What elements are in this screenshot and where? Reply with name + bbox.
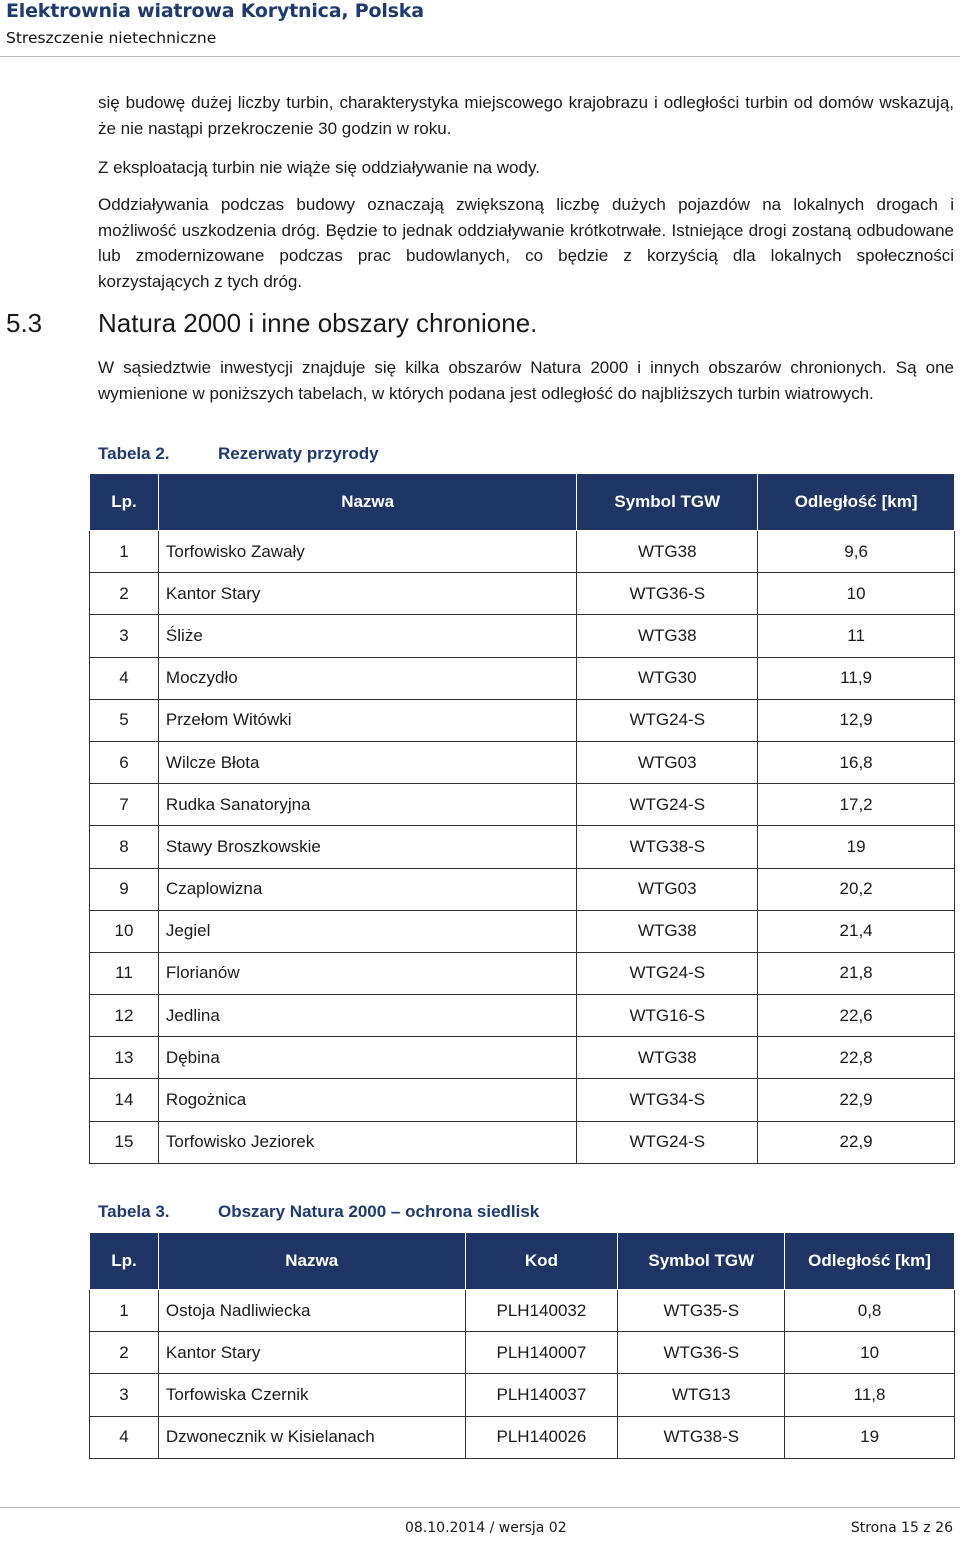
paragraph-3: Oddziaływania podczas budowy oznaczają zwiększoną liczbę dużych pojazdów na lokalnych drogach i możliwość uszkodzenia dróg. Będzie to jednak oddziaływanie krótkotrwałe. Istniejące drogi zostaną odbudowane lub zmodernizowane podczas prac budowlanych, co będzie z korzyścią dla lokalnych społeczności korzystających z tych dróg. [98,195,954,291]
cell-symbol: WTG36-S [577,573,758,615]
cell-name: Ostoja Nadliwiecka [158,1290,465,1332]
cell-distance: 21,4 [758,910,955,952]
cell-distance: 20,2 [758,868,955,910]
cell-name: Florianów [158,952,576,994]
cell-name: Moczydło [158,657,576,699]
cell-symbol: WTG24-S [577,1121,758,1163]
table2-header-row [90,474,955,531]
header-subtitle: Streszczenie nietechniczne [6,29,217,47]
table-row [90,1079,955,1121]
cell-distance: 0,8 [785,1290,955,1332]
cell-name: Torfowisko Jeziorek [158,1121,576,1163]
cell-lp: 1 [90,1290,159,1332]
cell-symbol: WTG24-S [577,952,758,994]
cell-symbol: WTG13 [618,1374,785,1416]
header-divider [0,56,960,57]
cell-lp: 9 [90,868,159,910]
section-heading [6,308,537,339]
table3-label: Tabela 3. [98,1202,170,1221]
cell-name: Jedlina [158,995,576,1037]
table-row [90,826,955,868]
table-row [90,573,955,615]
table-row [90,1037,955,1079]
cell-lp: 13 [90,1037,159,1079]
table-row [90,1332,955,1374]
header-title: Elektrownia wiatrowa Korytnica, Polska [6,0,424,22]
table-row [90,531,955,573]
table-row [90,615,955,657]
cell-name: Dzwonecznik w Kisielanach [158,1416,465,1458]
cell-name: Rudka Sanatoryjna [158,784,576,826]
table-row [90,910,955,952]
cell-lp: 8 [90,826,159,868]
cell-symbol: WTG36-S [618,1332,785,1374]
cell-symbol: WTG38-S [577,826,758,868]
cell-distance: 17,2 [758,784,955,826]
table3-header-name: Nazwa [158,1233,465,1290]
table-row [90,995,955,1037]
cell-distance: 10 [785,1332,955,1374]
cell-symbol: WTG38-S [618,1416,785,1458]
cell-distance: 21,8 [758,952,955,994]
cell-lp: 14 [90,1079,159,1121]
cell-symbol: WTG03 [577,741,758,783]
cell-name: Czaplowizna [158,868,576,910]
cell-name: Stawy Broszkowskie [158,826,576,868]
cell-code: PLH140037 [465,1374,618,1416]
table-row [90,952,955,994]
cell-lp: 4 [90,1416,159,1458]
cell-name: Dębina [158,1037,576,1079]
cell-distance: 10 [758,573,955,615]
table-row [90,1290,955,1332]
table2-header-distance: Odległość [km] [758,474,955,531]
table3-header-symbol: Symbol TGW [618,1233,785,1290]
cell-distance: 11,9 [758,657,955,699]
table-row [90,868,955,910]
cell-name: Torfowiska Czernik [158,1374,465,1416]
table-row [90,741,955,783]
cell-name: Jegiel [158,910,576,952]
cell-distance: 22,9 [758,1121,955,1163]
cell-distance: 19 [758,826,955,868]
cell-distance: 11,8 [785,1374,955,1416]
cell-lp: 1 [90,531,159,573]
cell-name: Przełom Witówki [158,699,576,741]
intro-paragraph: W sąsiedztwie inwestycji znajduje się kilka obszarów Natura 2000 i innych obszarów chronionych. Są one wymienione w poniższych tabelach, w których podana jest odległość do najbliższych turbin wiatrowych. [98,358,954,403]
paragraph-1: się budowę dużej liczby turbin, charakterystyka miejscowego krajobrazu i odległości turbin od domów wskazują, że nie nastąpi przekroczenie 30 godzin w roku. [98,93,954,138]
cell-lp: 2 [90,573,159,615]
cell-distance: 19 [785,1416,955,1458]
table-row [90,1374,955,1416]
cell-lp: 6 [90,741,159,783]
cell-distance: 11 [758,615,955,657]
cell-code: PLH140026 [465,1416,618,1458]
cell-name: Kantor Stary [158,573,576,615]
table2-label: Tabela 2. [98,444,170,463]
cell-code: PLH140032 [465,1290,618,1332]
footer-divider [0,1507,960,1508]
table3-header-row [90,1233,955,1290]
cell-lp: 5 [90,699,159,741]
cell-symbol: WTG34-S [577,1079,758,1121]
cell-distance: 9,6 [758,531,955,573]
cell-symbol: WTG30 [577,657,758,699]
cell-lp: 3 [90,615,159,657]
footer-page-number: Strona 15 z 26 [850,1520,953,1536]
cell-distance: 12,9 [758,699,955,741]
reserves-table [89,473,955,1164]
cell-symbol: WTG38 [577,910,758,952]
cell-lp: 7 [90,784,159,826]
cell-lp: 3 [90,1374,159,1416]
table3-header-code: Kod [465,1233,618,1290]
table3-caption [98,1202,540,1222]
table3-header-distance: Odległość [km] [785,1233,955,1290]
cell-name: Wilcze Błota [158,741,576,783]
table-row [90,1121,955,1163]
table3-title: Obszary Natura 2000 – ochrona siedlisk [218,1202,540,1221]
section-title: Natura 2000 i inne obszary chronione. [98,308,538,338]
table-row [90,1416,955,1458]
cell-distance: 22,6 [758,995,955,1037]
cell-symbol: WTG03 [577,868,758,910]
cell-lp: 2 [90,1332,159,1374]
cell-lp: 11 [90,952,159,994]
cell-name: Śliże [158,615,576,657]
cell-name: Rogożnica [158,1079,576,1121]
cell-name: Torfowisko Zawały [158,531,576,573]
table2-header-name: Nazwa [158,474,576,531]
table2-title: Rezerwaty przyrody [218,444,379,463]
table-row [90,657,955,699]
cell-symbol: WTG38 [577,615,758,657]
paragraph-2: Z eksploatacją turbin nie wiąże się oddziaływanie na wody. [98,158,540,177]
table2-header-symbol: Symbol TGW [577,474,758,531]
cell-lp: 4 [90,657,159,699]
cell-symbol: WTG38 [577,531,758,573]
table-row [90,699,955,741]
cell-distance: 22,9 [758,1079,955,1121]
cell-symbol: WTG38 [577,1037,758,1079]
cell-symbol: WTG16-S [577,995,758,1037]
table2-caption [98,444,379,464]
footer-date: 08.10.2014 / wersja 02 [405,1520,567,1536]
natura-table [89,1232,955,1459]
table3-header-lp: Lp. [90,1233,159,1290]
table-row [90,784,955,826]
cell-lp: 15 [90,1121,159,1163]
table2-header-lp: Lp. [90,474,159,531]
cell-distance: 22,8 [758,1037,955,1079]
cell-name: Kantor Stary [158,1332,465,1374]
cell-code: PLH140007 [465,1332,618,1374]
cell-lp: 10 [90,910,159,952]
section-number: 5.3 [6,308,43,338]
cell-lp: 12 [90,995,159,1037]
cell-symbol: WTG35-S [618,1290,785,1332]
cell-distance: 16,8 [758,741,955,783]
cell-symbol: WTG24-S [577,699,758,741]
cell-symbol: WTG24-S [577,784,758,826]
